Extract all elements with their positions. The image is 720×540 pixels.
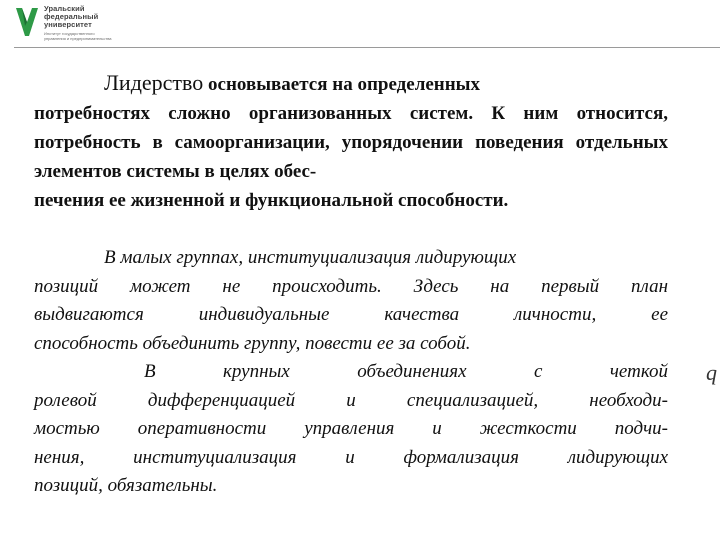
paragraph-line: относится, потребность в самоорганизации, упорядочении — [34, 103, 668, 153]
paragraph-line: позиций может не происходить. Здесь на первый план — [34, 275, 668, 297]
paragraph-last-line: позиций, обязательны. — [34, 475, 218, 496]
logo-institute-name: Институт государственного управления и предпринимательства — [44, 31, 112, 41]
paragraph-line: потребностях сложно организованных систем. К ним — [34, 103, 559, 124]
stray-glyph: q — [706, 360, 717, 385]
paragraph-line: выдвигаются индивидуальные качества личности, ее — [34, 304, 668, 325]
logo-university-name: Уральский федеральный университет — [44, 4, 99, 29]
lead-word: Лидерство — [104, 70, 204, 95]
paragraph-line: нения, институциализация и формализация лидирующих — [34, 446, 668, 468]
paragraph-line: ролевой дифференциацией и специализацией, необходи- — [34, 389, 668, 411]
ural-university-logo-icon — [14, 4, 40, 40]
header-divider — [14, 47, 720, 48]
paragraph-line: мостью оперативности управления и жесткости подчи- — [34, 418, 668, 439]
paragraph-first-line: В крупных объединениях с четкой — [144, 361, 668, 382]
logo-text — [44, 5, 112, 41]
paragraph-last-line: печения ее жизненной и функциональной способности. — [34, 190, 509, 211]
paragraph-first-line: В малых группах, институциализация лидирующих — [104, 247, 517, 268]
paragraph-leadership — [34, 68, 668, 215]
paragraph-small-groups — [34, 244, 668, 501]
university-logo — [14, 4, 154, 46]
paragraph-last-line: способность объединить группу, повести ее за собой. — [34, 332, 471, 354]
paragraph-line: поведения отдельных элементов системы в целях обес- — [34, 132, 669, 182]
paragraph-first-line: Лидерство основывается на определенных — [104, 70, 481, 95]
